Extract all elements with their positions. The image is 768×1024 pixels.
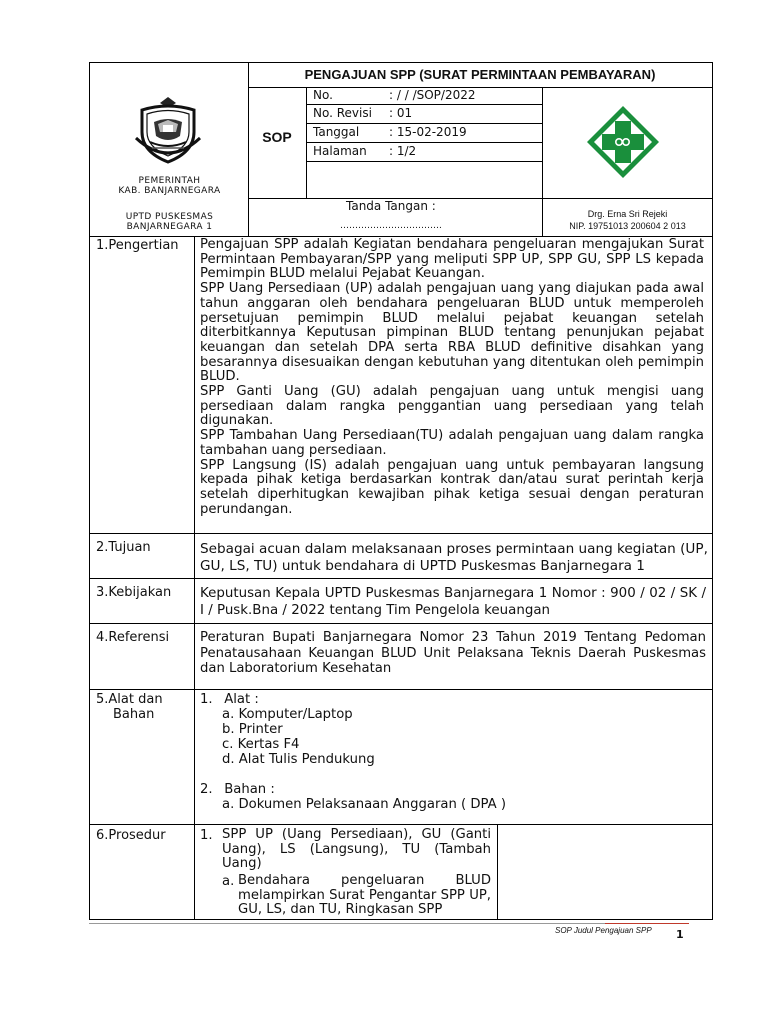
official-nip: NIP. 19751013 200604 2 013: [569, 221, 686, 231]
section-body-kebijakan: Keputusan Kepala UPTD Puskesmas Banjarnegara 1 Nomor : 900 / 02 / SK / I / Pusk.Bna / 2022 tentang Tim Pengelola keuangan: [200, 586, 706, 618]
document-title: PENGAJUAN SPP (SURAT PERMINTAAN PEMBAYARAN): [304, 67, 656, 82]
sop-label: SOP: [262, 129, 292, 145]
prosedur-step-number: 1.: [200, 828, 213, 843]
list-item: d. Alat Tulis Pendukung: [222, 752, 375, 767]
meta-row-number: [313, 88, 476, 102]
bahan-number: 2.: [200, 782, 213, 797]
meta-row-date: [313, 125, 467, 139]
list-item: b. Printer: [222, 722, 283, 737]
paragraph: Pengajuan SPP adalah Kegiatan bendahara pengeluaran mengajukan Surat Permintaan Pembayaran/SPP yang meliputi SPP UP, SPP GU, SPP LS kepada Pemimpin BLUD melalui Pejabat Keuangan.: [200, 237, 704, 282]
prosedur-sub-label: a.: [222, 874, 235, 889]
prosedur-sub-text: Bendahara pengeluaran BLUD melampirkan Surat Pengantar SPP UP, GU, LS, dan TU, Ringkasan SPP: [238, 873, 491, 918]
alat-number: 1.: [200, 692, 213, 707]
signature-line: …………………………….: [340, 221, 442, 231]
meta-label: No. Revisi: [313, 106, 372, 120]
meta-value: : 1/2: [389, 144, 417, 158]
meta-row-revision: [313, 106, 413, 120]
paragraph: SPP Uang Persediaan (UP) adalah pengajuan uang yang diajukan pada awal tahun anggaran oleh bendahara pengeluaran BLUD untuk memperoleh persetujuan pemimpin BLUD melalui pejabat keuangan setelah diterbitkannya Keputusan pimpinan BLUD tentang penunjukan pejabat keuangan dan setelah DPA serta RBA BLUD definitive disahkan yang besarannya disesuaikan dengan kebutuhan yang ditentukan oleh pemimpin BLUD.: [200, 281, 704, 385]
section-body-tujuan: Sebagai acuan dalam melaksanaan proses permintaan uang kegiatan (UP, GU, LS, TU) untuk bendahara di UPTD Puskesmas Banjarnegara 1: [200, 541, 708, 574]
meta-value: : 15-02-2019: [389, 125, 467, 139]
list-item: a. Dokumen Pelaksanaan Anggaran ( DPA ): [222, 797, 506, 812]
meta-value: : / / /SOP/2022: [389, 88, 476, 102]
official-name: Drg. Erna Sri Rejeki: [587, 209, 668, 219]
unit-name: UPTD PUSKESMAS BANJARNEGARA 1: [125, 212, 214, 232]
footer-rule-accent: [605, 923, 689, 924]
meta-row-page: [313, 144, 417, 158]
section-label-kebijakan: 3.Kebijakan: [96, 585, 172, 600]
regency-emblem: [132, 94, 204, 166]
footer-caption: SOP Judul Pengajuan SPP: [555, 926, 652, 935]
section-label-tujuan: 2.Tujuan: [96, 540, 151, 555]
meta-label: Halaman: [313, 144, 367, 158]
meta-value: : 01: [389, 106, 413, 120]
meta-label: No.: [313, 88, 333, 102]
paragraph: SPP Langsung (IS) adalah pengajuan uang untuk pembayaran langsung kepada pihak ketiga berdasarkan kontrak dan/atau surat perintah kerja setelah diperhitugkan kewajiban pihak ketiga sesuai dengan peraturan perundangan.: [200, 457, 704, 517]
prosedur-step-text: SPP UP (Uang Persediaan), GU (Ganti Uang), LS (Langsung), TU (Tambah Uang): [222, 827, 491, 872]
bahan-list: [200, 782, 700, 812]
list-item: a. Komputer/Laptop: [222, 707, 353, 722]
section-label-referensi: 4.Referensi: [96, 630, 170, 645]
section-label-pengertian: 1.Pengertian: [96, 238, 179, 253]
org-name: PEMERINTAH KAB. BANJARNEGARA: [118, 176, 221, 196]
section-body-referensi: Peraturan Bupati Banjarnegara Nomor 23 Tahun 2019 Tentang Pedoman Penatausahaan Keuangan BLUD Unit Pelaksana Teknis Daerah Puskesmas dan Laboratorium Kesehatan: [200, 630, 706, 676]
bahan-title: Bahan :: [224, 782, 275, 797]
alat-list: [200, 692, 700, 767]
footer-rule: [89, 923, 689, 924]
paragraph: SPP Tambahan Uang Persediaan(TU) adalah pengajuan uang dalam rangka tambahan uang persediaan.: [200, 428, 704, 458]
paragraph: SPP Ganti Uang (GU) adalah pengajuan uang untuk mengisi uang persediaan dalam rangka penggantian uang persediaan yang telah digunakan.: [200, 384, 704, 429]
page-number: 1: [676, 928, 684, 941]
list-item: c. Kertas F4: [222, 737, 300, 752]
section-label-alat: 5.Alat dan Bahan: [96, 692, 163, 722]
section-body-pengertian: [200, 238, 704, 517]
section-label-prosedur: 6.Prosedur: [96, 828, 166, 843]
meta-label: Tanggal: [313, 125, 360, 139]
puskesmas-logo-icon: [585, 104, 661, 180]
alat-title: Alat :: [224, 692, 259, 707]
signature-label: Tanda Tangan :: [346, 199, 436, 213]
